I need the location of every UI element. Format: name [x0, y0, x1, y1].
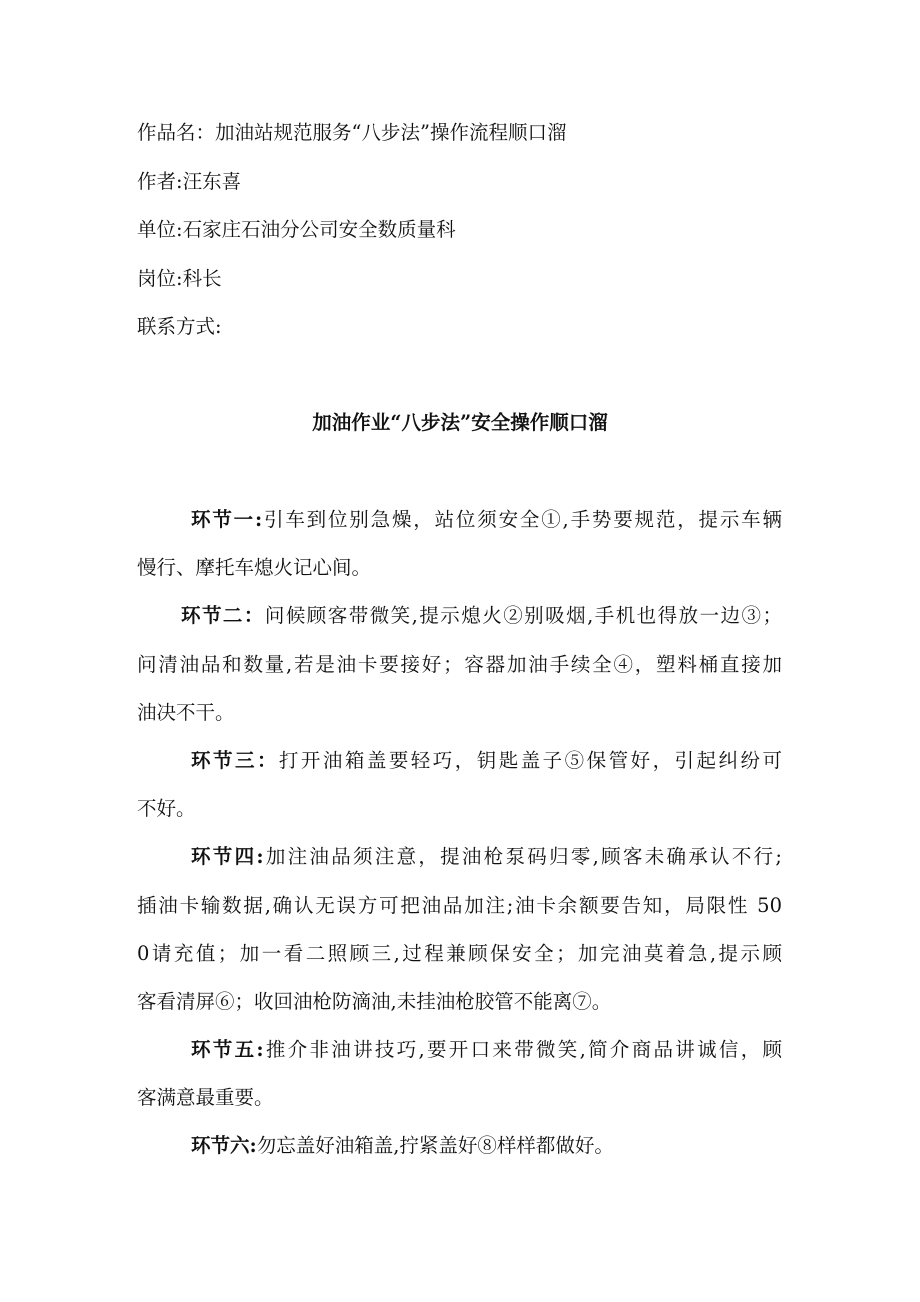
line-text: 不好。	[137, 797, 196, 821]
paragraph-line	[137, 505, 782, 553]
step-label: 环节三：	[191, 748, 279, 772]
paragraph-line	[137, 842, 782, 890]
step-label: 环节二：	[181, 604, 265, 628]
paragraph-line	[137, 698, 782, 746]
line-text: 插油卡输数据,确认无误方可把油品加注;油卡余额要告知，局限性 50	[137, 893, 782, 917]
unit: 单位:石家庄石油分公司安全数质量科	[137, 218, 456, 241]
line-text: 打开油箱盖要轻巧，钥匙盖子⑤保管好，引起纠纷可	[278, 748, 782, 772]
paragraph-line	[137, 746, 782, 794]
line-text: 问候顾客带微笑,提示熄火②别吸烟,手机也得放一边③；	[264, 604, 782, 628]
paragraph-line	[137, 794, 782, 842]
step-label: 环节六:	[191, 1134, 257, 1158]
contact: 联系方式:	[137, 315, 222, 338]
step-label: 环节一:	[191, 508, 263, 531]
line-text: 加注油品须注意，提油枪泵码归零,顾客未确承认不行;	[263, 845, 782, 869]
line-text: 勿忘盖好油箱盖,拧紧盖好⑧样样都做好。	[256, 1134, 614, 1158]
step-paragraph	[137, 1131, 782, 1179]
document-title: 加油作业“八步法”安全操作顺口溜	[312, 411, 608, 434]
line-text: 推介非油讲技巧,要开口来带微笑,简介商品讲诚信，顾	[263, 1038, 782, 1062]
line-text: 油决不干。	[137, 700, 235, 724]
line-text: 慢行、摩托车熄火记心间。	[137, 556, 372, 580]
work-name: 作品名：加油站规范服务“八步法”操作流程顺口溜	[137, 121, 567, 144]
step-paragraph	[137, 601, 782, 746]
paragraph-line	[137, 939, 782, 987]
step-paragraph	[137, 842, 782, 1035]
paragraph-line	[137, 987, 782, 1035]
step-paragraph	[137, 505, 782, 601]
position: 岗位:科长	[137, 266, 222, 290]
author: 作者:汪东喜	[137, 169, 242, 193]
line-text: 客看清屏⑥；收回油枪防滴油,未挂油枪胶管不能离⑦。	[137, 989, 612, 1013]
paragraph-line	[137, 601, 782, 649]
document-body	[137, 505, 782, 1180]
line-text: 引车到位别急燥，站位须安全①,手势要规范，提示车辆	[262, 508, 783, 531]
line-text: 0请充值；加一看二照顾三,过程兼顾保安全；加完油莫着急,提示顾	[137, 941, 782, 965]
line-text: 客满意最重要。	[137, 1086, 274, 1110]
paragraph-line	[137, 1083, 782, 1131]
paragraph-line	[137, 650, 782, 698]
step-paragraph	[137, 746, 782, 842]
step-label: 环节五:	[191, 1038, 264, 1062]
line-text: 问清油品和数量,若是油卡要接好；容器加油手续全④，塑料桶直接加	[137, 652, 782, 676]
paragraph-line	[137, 1131, 782, 1179]
document-metadata	[137, 118, 566, 361]
paragraph-line	[137, 553, 782, 601]
step-label: 环节四:	[191, 845, 264, 869]
paragraph-line	[137, 891, 782, 939]
step-paragraph	[137, 1035, 782, 1131]
paragraph-line	[137, 1035, 782, 1083]
